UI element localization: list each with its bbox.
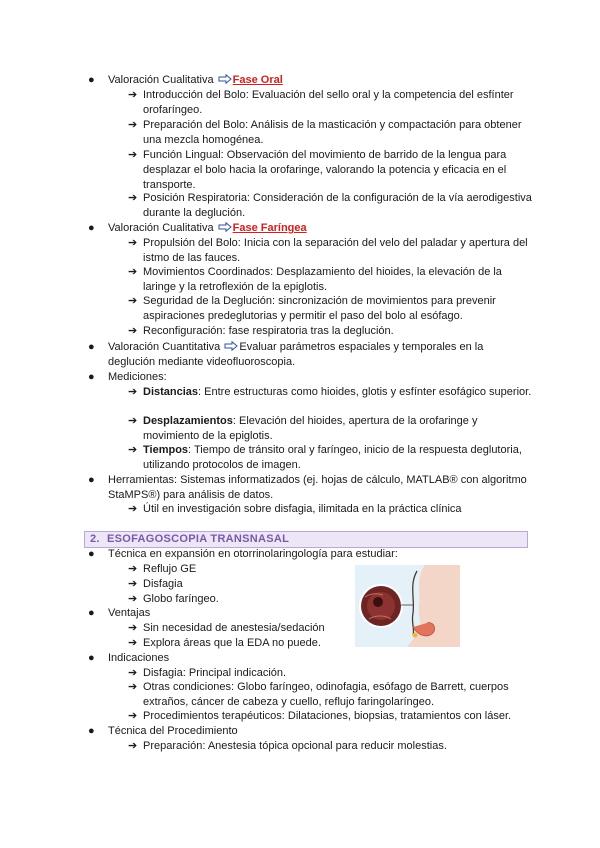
faringea-label: Valoración Cualitativa: [108, 222, 214, 234]
arrow-icon: ➔: [128, 503, 138, 515]
arrow-icon: ➔: [128, 710, 138, 722]
faringea-phase: Fase Faríngea: [232, 222, 307, 234]
bullet-dot: ●: [88, 222, 95, 234]
cuantitativa-text: Evaluar parámetros espaciales y temporales en la deglución mediante videofluoroscopia.: [108, 341, 484, 368]
arrow-icon: ➔: [128, 593, 138, 605]
mediciones-label: Mediciones:: [108, 371, 167, 383]
arrow-icon: ➔: [128, 266, 138, 278]
arrow-icon: ➔: [128, 237, 138, 249]
arrow-icon: ➔: [128, 192, 138, 204]
arrow-icon: ➔: [128, 622, 138, 634]
arrow-icon: ➔: [128, 89, 138, 101]
right-arrow-icon: [218, 74, 232, 84]
bullet-dot: ●: [88, 474, 95, 486]
esophagoscopy-illustration: [355, 565, 460, 647]
cuantitativa-label: Valoración Cuantitativa: [108, 341, 221, 353]
right-arrow-icon: [224, 341, 238, 351]
bullet-dot: ●: [88, 371, 95, 383]
arrow-icon: ➔: [128, 740, 138, 752]
document-page: ● Valoración Cualitativa Fase Oral ➔ Introducción del Bolo: Evaluación del sello oral y la competencia del esfínter orofaríngeo. ➔ Preparación del Bolo: Análisis de la masticación y compactación para obtener una mezcla homogénea. ➔ Función Lingual: Observación del movimiento de barrido de la lengua para desplazar el bolo hacia la orofaringe, valorando la potencia y eficacia en el transporte. ➔ Posición Respiratoria: Consideración de la configuración de la vía aerodigestiva durante la deglución. ● Valoración Cualitativa Fase Faríngea ➔ Propulsión del Bolo: Inicia con la separación del velo del paladar y apertura del istmo de las fauces. ➔ Movimientos Coordinados: Desplazamiento del hioides, la elevación de la laringe y la retroflexión de la epiglotis. ➔ Seguridad de la Deglución: sincronización de movimientos para prevenir aspiraciones predeglutorias y permitir el paso del bolo al esófago. ➔ Reconfiguración: fase respiratoria tras la deglución. ● Valoración Cuantitativa Evaluar parámetros espaciales y temporales en la deglución mediante videofluoroscopia. ● Mediciones: ➔ Distancias: Entre estructuras como hioides, glotis y esfínter esofágico superior. ➔ Desplazamientos: Elevación del hioides, apertura de la orofaringe y movimiento de la epiglotis. ➔ Tiempos: Tiempo de tránsito oral y faríngeo, inicio de la respuesta deglutoria, utilizando protocolos de imagen. ● Herramientas: Sistemas informatizados (ej. hojas de cálculo, MATLAB® con algoritmo StaMPS®) para análisis de datos. ➔ Útil en investigación sobre disfagia, ilimitada en la práctica clínica 2. ESOFAGOSCOPIA TRANSNASAL ● Técnica en expansión en otorrinolaringología para estudiar: ➔ Reflujo GE ➔ Disfagia ➔ Globo faríngeo. ● Ventajas ➔ Sin necesidad de anestesia/sedación ➔ Explora áreas que la EDA no puede. ● Indicaciones ➔ Disfagia: Principal indicación. ➔ Otras condiciones: Globo faríngeo, odinofagia, esófago de Barrett, cuerpos extraños, cáncer de cabeza y cuello, reflujo faringolaríngeo. ➔ Procedimientos terapéuticos: Dilataciones, biopsias, tratamientos con láser. ● Técnica del Procedimiento ➔ Preparación: Anestesia tópica opcional para reducir molestias.: [0, 0, 600, 848]
arrow-icon: ➔: [128, 444, 138, 456]
bullet-dot: ●: [88, 74, 95, 86]
section-title: ESOFAGOSCOPIA TRANSNASAL: [107, 533, 290, 545]
arrow-icon: ➔: [128, 325, 138, 337]
arrow-icon: ➔: [128, 386, 138, 398]
arrow-icon: ➔: [128, 149, 138, 161]
bullet-dot: ●: [88, 341, 95, 353]
bullet-dot: ●: [88, 725, 95, 737]
bullet-dot: ●: [88, 652, 95, 664]
section-heading: [84, 531, 528, 548]
arrow-icon: ➔: [128, 295, 138, 307]
section-number: 2.: [90, 533, 100, 545]
right-arrow-icon: [218, 222, 232, 232]
arrow-icon: ➔: [128, 681, 138, 693]
arrow-icon: ➔: [128, 578, 138, 590]
bullet-dot: ●: [88, 607, 95, 619]
oral-phase: Fase Oral: [232, 74, 283, 86]
arrow-icon: ➔: [128, 637, 138, 649]
arrow-icon: ➔: [128, 415, 138, 427]
oral-label: Valoración Cualitativa: [108, 74, 214, 86]
bullet-dot: ●: [88, 548, 95, 560]
arrow-icon: ➔: [128, 667, 138, 679]
arrow-icon: ➔: [128, 119, 138, 131]
arrow-icon: ➔: [128, 563, 138, 575]
